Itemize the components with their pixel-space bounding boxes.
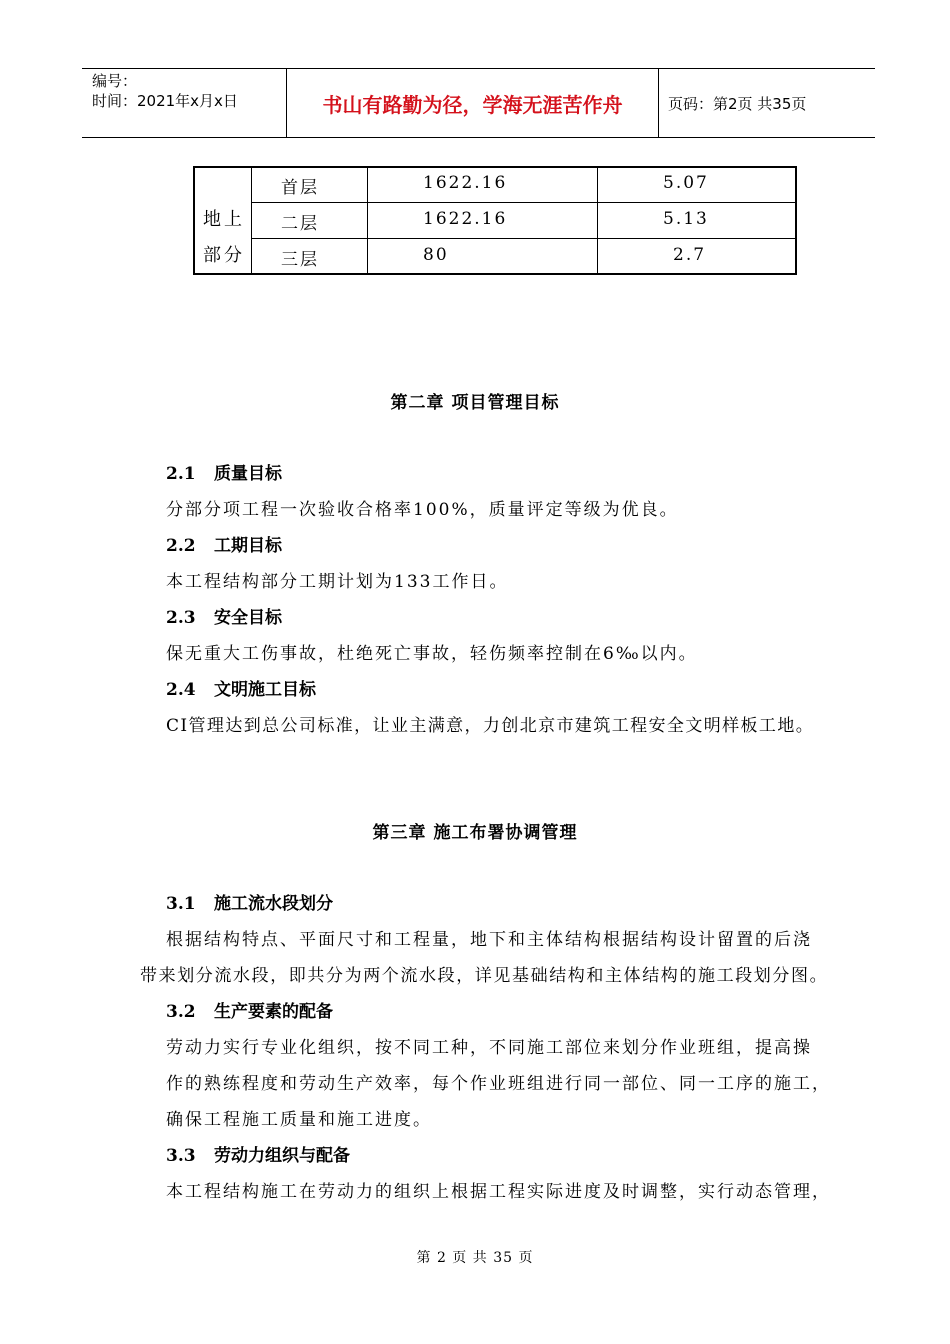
header-motto: 书山有路勤为径，学海无涯苦作舟 [322,93,623,117]
table-col-line [251,168,252,273]
chapter-title: 第三章 施工布署协调管理 [372,823,578,843]
table-cell-value: 5.07 [663,173,709,193]
paragraph: 分部分项工程一次验收合格率100%，质量评定等级为优良。 [166,500,679,520]
page-footer: 第 2 页 共 35 页 [416,1250,534,1266]
section-heading [166,459,282,484]
paragraph: CI管理达到总公司标准，让业主满意，力创北京市建筑工程安全文明样板工地。 [166,716,815,736]
section-heading [166,997,333,1022]
table-cell-value: 5.13 [663,209,709,229]
section-heading [166,675,316,700]
header-page-label: 页码：第2页 共35页 [668,95,807,113]
table-cell-floor: 二层 [281,214,319,234]
chapter-title: 第二章 项目管理目标 [390,393,560,413]
paragraph-line: 作的熟练程度和劳动生产效率，每个作业班组进行同一部位、同一工序的施工， [166,1074,831,1094]
section-number: 3.2 [166,1002,196,1022]
number-label: 编号： [92,72,138,90]
paragraph-line: 劳动力实行专业化组织，按不同工种，不同施工部位来划分作业班组，提高操 [166,1038,812,1058]
group-line: 部分 [203,245,245,266]
table-row-line [251,238,795,239]
table-cell-area: 80 [423,245,449,265]
table-row-line [251,202,795,203]
section-number: 2.1 [166,464,196,484]
paragraph-line: 根据结构特点、平面尺寸和工程量，地下和主体结构根据结构设计留置的后浇 [166,930,812,950]
section-number: 2.4 [166,680,196,700]
section-title: 生产要素的配备 [214,1002,333,1022]
section-number: 2.2 [166,536,196,556]
page-header [82,68,875,138]
section-title: 施工流水段划分 [214,894,333,914]
section-title: 工期目标 [214,536,282,556]
paragraph-line: 确保工程施工质量和施工进度。 [166,1110,432,1130]
section-title: 劳动力组织与配备 [214,1146,350,1166]
table-group-label [203,202,245,274]
section-title: 安全目标 [214,608,282,628]
table-cell-floor: 首层 [281,178,319,198]
table-cell-area: 1622.16 [423,209,508,229]
paragraph-line: 带来划分流水段，即共分为两个流水段，详见基础结构和主体结构的施工段划分图。 [140,966,829,986]
header-divider [658,69,659,137]
time-label: 时间：2021年x月x日 [92,92,238,110]
group-line: 地上 [203,209,245,230]
section-heading [166,889,333,914]
table-cell-value: 2.7 [673,245,707,265]
floor-table [193,166,797,275]
table-col-line [597,168,598,273]
table-cell-floor: 三层 [281,250,319,270]
header-meta [92,71,238,111]
section-title: 文明施工目标 [214,680,316,700]
paragraph: 本工程结构部分工期计划为133工作日。 [166,572,509,592]
section-heading [166,1141,350,1166]
section-heading [166,531,282,556]
table-col-line [367,168,368,273]
section-number: 3.3 [166,1146,196,1166]
paragraph: 保无重大工伤事故，杜绝死亡事故，轻伤频率控制在6‰以内。 [166,644,698,664]
section-title: 质量目标 [214,464,282,484]
section-heading [166,603,282,628]
section-number: 3.1 [166,894,196,914]
paragraph-line: 本工程结构施工在劳动力的组织上根据工程实际进度及时调整，实行动态管理， [166,1182,831,1202]
table-cell-area: 1622.16 [423,173,508,193]
section-number: 2.3 [166,608,196,628]
